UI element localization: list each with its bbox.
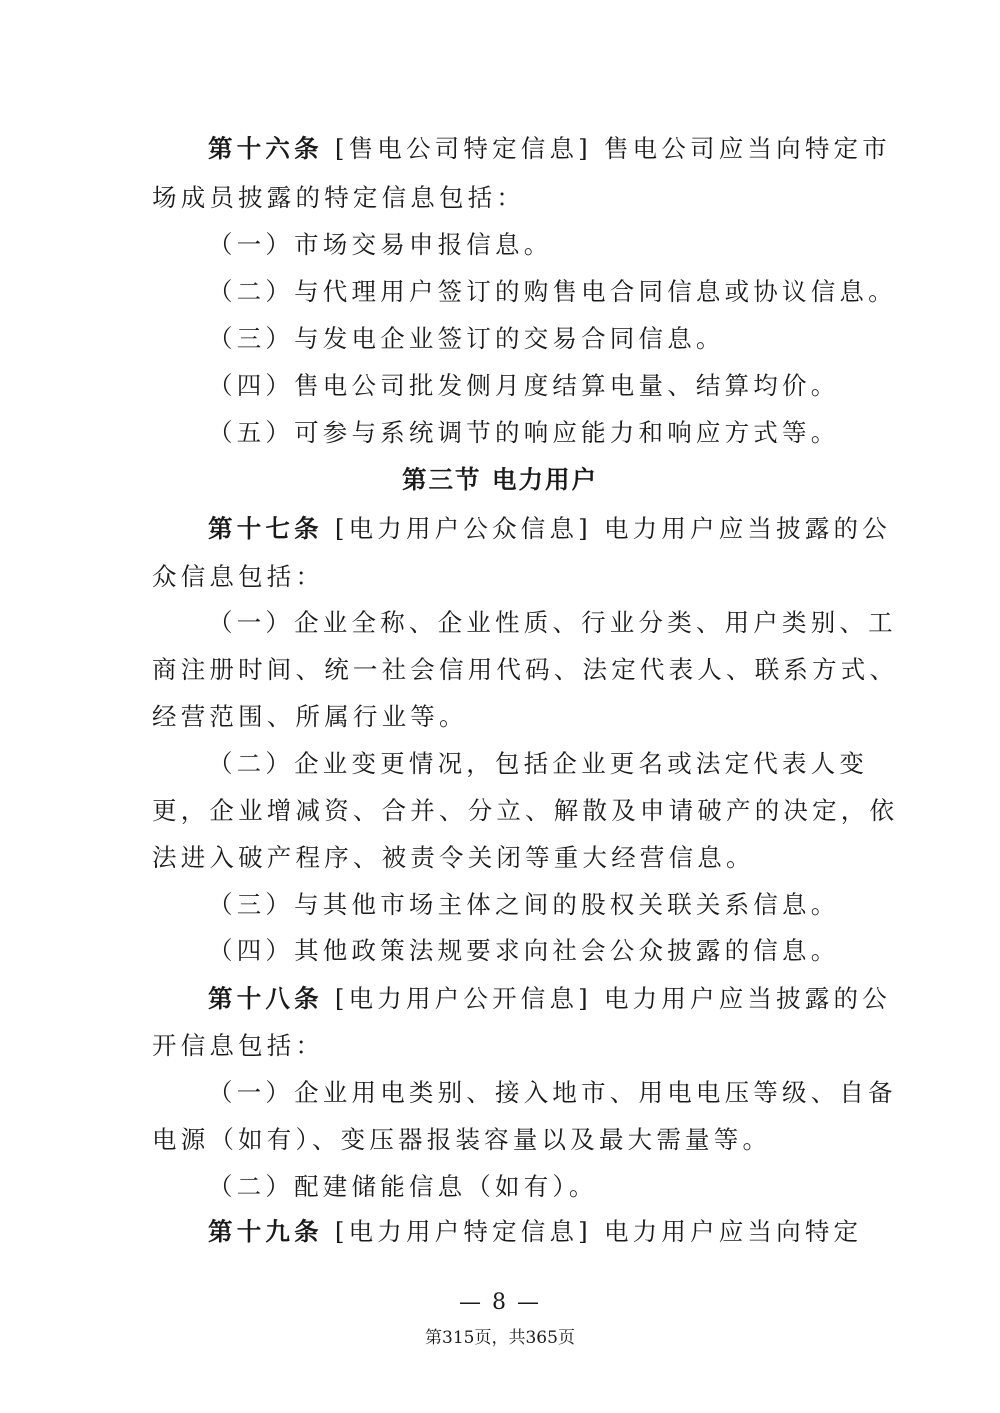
article-17-number: 第十七条 [208, 514, 323, 543]
section-title: 第三节 电力用户 [401, 465, 599, 494]
article-16-item-4: （四）售电公司批发侧月度结算电量、结算均价。 [208, 371, 840, 400]
article-17-item-1-line-2: 商注册时间、统一社会信用代码、法定代表人、联系方式、 [152, 655, 899, 684]
article-18-heading-line [208, 982, 891, 1016]
article-17-item-2-line-2: 更，企业增减资、合并、分立、解散及申请破产的决定，依 [152, 796, 899, 825]
article-16-item-2: （二）与代理用户签订的购售电合同信息或协议信息。 [208, 277, 897, 306]
article-18-number: 第十八条 [208, 984, 323, 1013]
article-18-item-1-line-2: 电源（如有）、变压器报装容量以及最大需量等。 [152, 1125, 772, 1154]
article-17-item-4: （四）其他政策法规要求向社会公众披露的信息。 [208, 936, 840, 965]
article-16-line-2: 场成员披露的特定信息包括： [152, 183, 526, 212]
article-19-number: 第十九条 [208, 1217, 323, 1246]
page-count: 第315页，共365页 [425, 1328, 575, 1348]
article-17-text: 电力用户应当披露的公 [603, 514, 891, 543]
article-16-item-3: （三）与发电企业签订的交易合同信息。 [208, 324, 725, 353]
article-17-heading-line [208, 512, 891, 546]
article-16-item-5: （五）可参与系统调节的响应能力和响应方式等。 [208, 418, 840, 447]
article-16-text: 售电公司应当向特定市 [603, 134, 891, 163]
article-17-item-3: （三）与其他市场主体之间的股权关联关系信息。 [208, 890, 840, 919]
article-18-item-2: （二）配建储能信息（如有）。 [208, 1172, 598, 1201]
article-19-bracket: [电力用户特定信息] [334, 1217, 592, 1246]
article-16-item-1: （一）市场交易申报信息。 [208, 230, 553, 259]
article-19-text: 电力用户应当向特定 [603, 1217, 863, 1246]
article-17-item-1-line-3: 经营范围、所属行业等。 [152, 702, 468, 731]
article-16-bracket: [售电公司特定信息] [334, 134, 592, 163]
article-18-item-1-line-1: （一）企业用电类别、接入地市、用电电压等级、自备 [208, 1078, 897, 1107]
article-18-text: 电力用户应当披露的公 [603, 984, 891, 1013]
article-17-item-2-line-3: 法进入破产程序、被责令关闭等重大经营信息。 [152, 843, 755, 872]
article-17-line-2: 众信息包括： [152, 562, 325, 591]
article-16-heading-line [208, 132, 891, 166]
article-17-item-2-line-1: （二）企业变更情况，包括企业更名或法定代表人变 [208, 749, 869, 778]
article-17-bracket: [电力用户公众信息] [334, 514, 592, 543]
article-16-number: 第十六条 [208, 134, 323, 163]
article-19-heading-line [208, 1215, 863, 1249]
article-18-bracket: [电力用户公开信息] [334, 984, 592, 1013]
article-18-line-2: 开信息包括： [152, 1031, 325, 1060]
article-17-item-1-line-1: （一）企业全称、企业性质、行业分类、用户类别、工 [208, 608, 897, 637]
page-number: — 8 — [459, 1290, 541, 1315]
